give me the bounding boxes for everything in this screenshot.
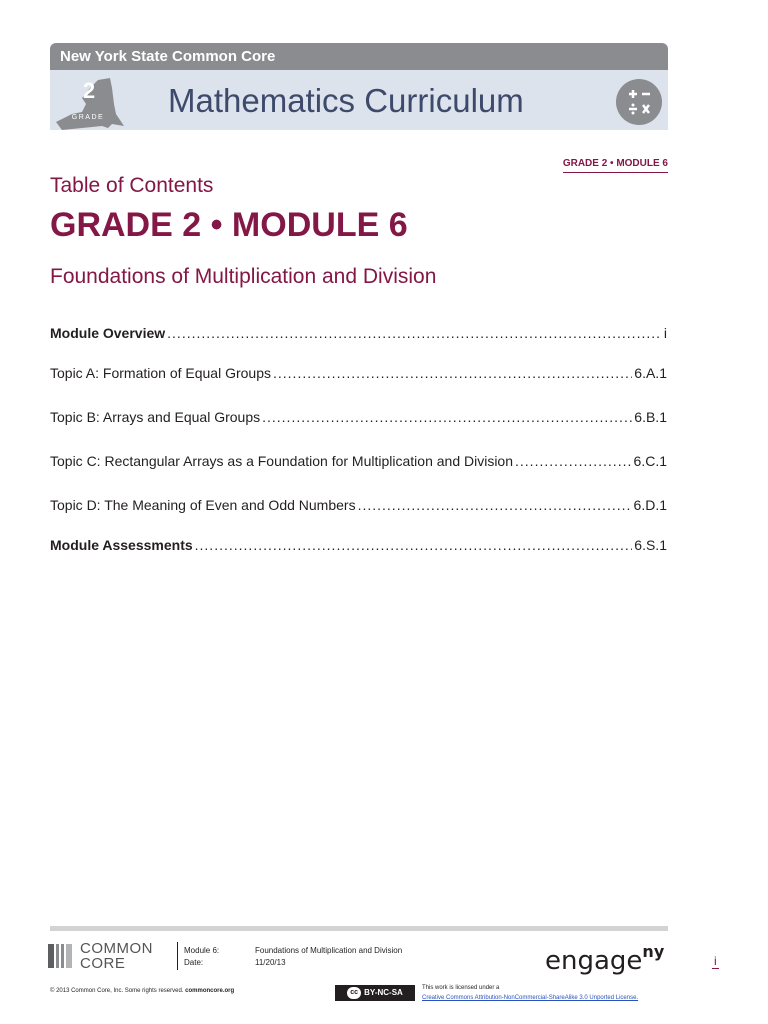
toc-entry-text: Module Assessments — [50, 537, 193, 553]
footer-rule — [50, 926, 668, 931]
math-operations-icon — [616, 79, 662, 125]
toc-leader — [358, 497, 632, 513]
toc-entry-page: 6.C.1 — [633, 453, 667, 469]
toc-entry-text: Module Overview — [50, 325, 166, 341]
license-line: This work is licensed under a — [422, 985, 500, 991]
toc-entry-topic-d[interactable] — [50, 497, 667, 519]
footer-values — [255, 945, 402, 969]
grade-number: 2 — [82, 78, 96, 103]
toc-leader — [167, 325, 662, 341]
ny-word: ny — [642, 942, 665, 961]
toc-entry-overview[interactable] — [50, 325, 667, 347]
toc-leader — [262, 409, 632, 425]
license-text — [422, 983, 638, 1003]
toc-entry-topic-a[interactable] — [50, 365, 667, 387]
toc-entry-page: 6.D.1 — [633, 497, 667, 513]
logo-line-2: CORE — [80, 955, 126, 972]
date-value: 11/20/13 — [255, 958, 286, 967]
toc-entry-assessments[interactable] — [50, 537, 667, 559]
module-tag: GRADE 2 • MODULE 6 — [563, 158, 668, 173]
toc-entry-page: 6.A.1 — [634, 365, 667, 381]
toc-entry-text: Topic B: Arrays and Equal Groups — [50, 409, 261, 425]
toc-entry-text: Topic A: Formation of Equal Groups — [50, 365, 271, 381]
module-subtitle: Foundations of Multiplication and Division — [50, 265, 437, 288]
footer-divider — [177, 942, 178, 970]
module-label: Module 6: — [184, 946, 220, 955]
engageny-logo — [545, 942, 664, 976]
cc-icon: cc — [347, 987, 361, 999]
toc-leader — [273, 365, 632, 381]
engage-word: engage — [545, 946, 643, 976]
copyright — [50, 988, 234, 994]
badge-text: BY-NC-SA — [364, 988, 403, 997]
toc-entry-text: Topic C: Rectangular Arrays as a Foundation for Multiplication and Division — [50, 453, 514, 469]
toc-entry-text: Topic D: The Meaning of Even and Odd Numbers — [50, 497, 356, 513]
footer-labels — [184, 945, 219, 969]
toc-leader — [195, 537, 633, 553]
toc-leader — [515, 453, 632, 469]
banner-title: New York State Common Core — [50, 43, 668, 70]
common-core-bars-icon — [48, 942, 76, 970]
date-label: Date: — [184, 958, 204, 967]
toc-entry-topic-b[interactable] — [50, 409, 667, 431]
banner-main — [50, 70, 668, 130]
logo-line-1: COMMON — [80, 940, 153, 957]
toc-label: Table of Contents — [50, 174, 214, 197]
cc-license-badge[interactable] — [335, 985, 415, 1001]
toc-list — [50, 325, 667, 559]
toc-entry-page: 6.S.1 — [634, 537, 667, 553]
common-core-logo — [48, 942, 178, 972]
toc-entry-page: i — [663, 325, 667, 341]
toc-entry-page: 6.B.1 — [634, 409, 667, 425]
copyright-text: © 2013 Common Core, Inc. Some rights reserved. — [50, 988, 184, 994]
module-title: GRADE 2 • MODULE 6 — [50, 206, 408, 244]
module-value: Foundations of Multiplication and Division — [255, 946, 403, 955]
toc-entry-topic-c[interactable] — [50, 453, 667, 475]
grade-word: GRADE — [71, 114, 105, 121]
page-number: i — [714, 954, 717, 968]
license-link[interactable]: Creative Commons Attribution-NonCommercial-ShareAlike 3.0 Unported License. — [422, 995, 639, 1001]
copyright-site: commoncore.org — [185, 988, 235, 994]
curriculum-title: Mathematics Curriculum — [168, 82, 524, 119]
